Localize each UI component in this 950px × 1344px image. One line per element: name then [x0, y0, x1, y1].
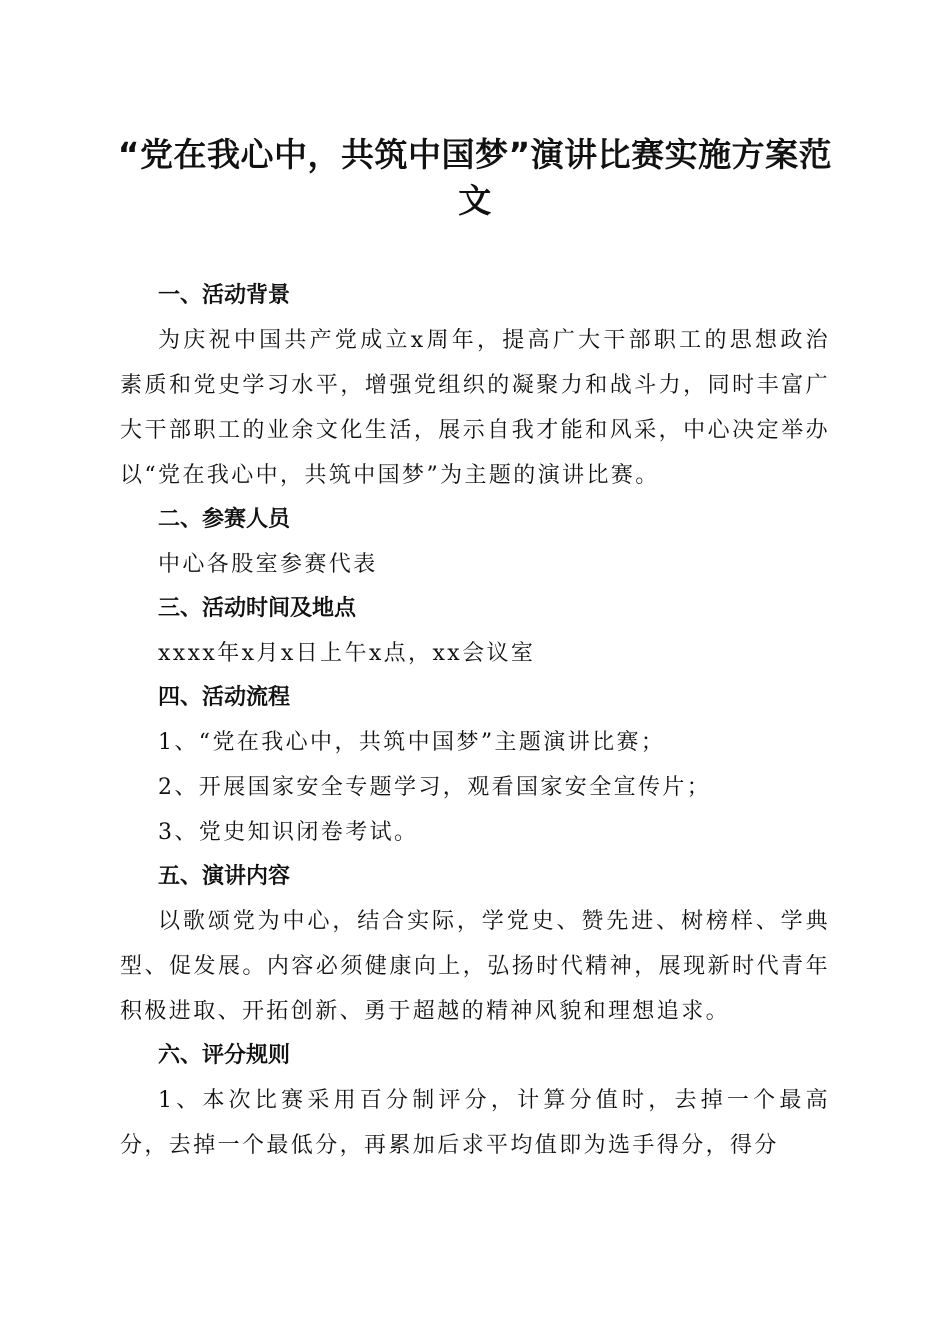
list-item: 1、“党在我心中，共筑中国梦”主题演讲比赛； [158, 730, 666, 755]
section-heading: 四、活动流程 [158, 685, 291, 710]
section-paragraph: 为庆祝中国共产党成立x周年，提高广大干部职工的思想政治素质和党史学习水平，增强党组织的凝聚力和战斗力，同时丰富广大干部职工的业余文化生活，展示自我才能和风采，中心决定举办以“党在我心中，共筑中国梦”为主题的演讲比赛。 [120, 328, 830, 488]
section-participants [120, 498, 830, 587]
section-heading: 六、评分规则 [158, 1043, 291, 1068]
section-scoring-rules [120, 1034, 830, 1168]
document-body [120, 274, 830, 1168]
section-paragraph: 1、本次比赛采用百分制评分，计算分值时，去掉一个最高分，去掉一个最低分，再累加后求平均值即为选手得分，得分 [120, 1088, 830, 1158]
document-title: “党在我心中，共筑中国梦”演讲比赛实施方案范文 [117, 135, 833, 220]
list-item: 3、党史知识闭卷考试。 [158, 820, 419, 845]
section-paragraph: 以歌颂党为中心，结合实际，学党史、赞先进、树榜样、学典型、促发展。内容必须健康向上，弘扬时代精神，展现新时代青年积极进取、开拓创新、勇于超越的精神风貌和理想追求。 [120, 909, 830, 1024]
list-item: 2、开展国家安全专题学习，观看国家安全宣传片； [158, 775, 712, 800]
section-speech-content [120, 855, 830, 1034]
section-heading: 二、参赛人员 [158, 507, 291, 532]
section-heading: 五、演讲内容 [158, 864, 291, 889]
section-heading: 一、活动背景 [158, 283, 291, 308]
section-paragraph: xxxx年x月x日上午x点，xx会议室 [158, 641, 536, 666]
section-process [120, 676, 830, 855]
section-paragraph: 中心各股室参赛代表 [158, 552, 378, 577]
section-heading: 三、活动时间及地点 [158, 596, 357, 621]
section-time-location [120, 587, 830, 676]
section-background [120, 274, 830, 498]
